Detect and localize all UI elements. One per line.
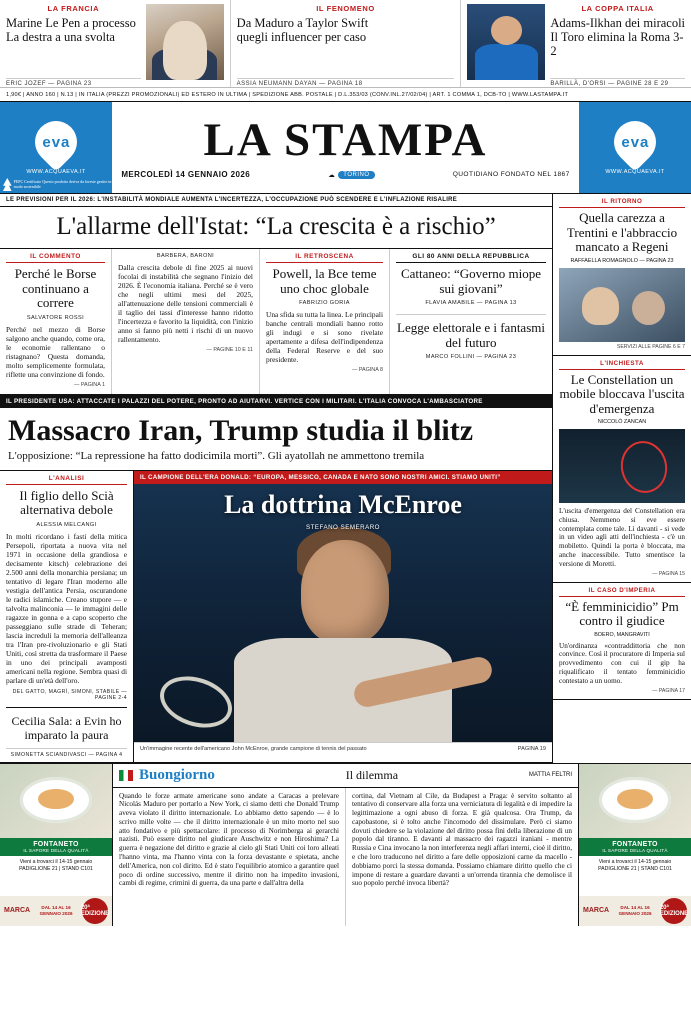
page-body <box>0 194 691 763</box>
italy-flag-icon <box>119 770 133 781</box>
ad-left-footer <box>0 896 112 926</box>
mcenroe-caption: Un'immagine recente dell'americano John McEnroe, grande campione di tennis del passato <box>140 745 367 752</box>
top-headline-2: Da Maduro a Taylor Swift quegli influencer per caso <box>236 16 369 44</box>
ad-right-url: WWW.ACQUAEVA.IT <box>605 168 665 175</box>
ad-right-badge: 20ª EDIZIONE <box>661 898 687 924</box>
column-kicker-commento: IL COMMENTO <box>6 253 105 263</box>
ad-left-url: WWW.ACQUAEVA.IT <box>26 168 86 175</box>
analysis-subhead[interactable]: Cecilia Sala: a Evin ho imparato la paura <box>6 707 127 743</box>
top-news-strip <box>0 0 691 88</box>
analysis-byline: ALESSIA MELCANGI <box>36 521 97 528</box>
top-news-item-1[interactable] <box>0 0 230 87</box>
column-byline-legge: MARCO FOLLINI — PAGINA 23 <box>425 354 517 360</box>
ad-right-brand: FONTANETO IL SAPORE DELLA QUALITÀ <box>579 838 691 856</box>
column-text-retroscena: Una sfida su tutta la linea. Le principali banche centrali mondiali hanno rotto gli indugi e si sono rivelate apertamente a difesa dell'indipendenza della Federal Reserve e del suo presidente. <box>266 310 383 364</box>
analysis-text: In molti ricordano i fasti della mitica Persepoli, riportata a nuova vita nel 1971 in occasione della grandiosa e decisamente kitsch) celebrazione dei 2.500 anni della monarchia persiana; un tentativo di legare l'Iran moderno alle vestigia dell'antica Persia, oscurandone le radici islamiche. Creano stupore — e talvolta malinconia — le immagini delle ragazze in gonna e a capo scoperto che passeggiano sulle strade di Teheran; lascia increduli la memoria dell'alleanza tra l'Iran pre-rivoluzionario e gli Stati Uniti, così stretta da trasformare il Paese in uno dei principali avamposti americani nella regione. Sembra quasi di parlare di un'età dell'oro. <box>6 531 127 685</box>
left-column <box>0 194 552 763</box>
water-drop-icon-right: eva <box>605 112 664 171</box>
main-story-headline[interactable]: Massacro Iran, Trump studia il blitz <box>8 413 474 447</box>
column-commento[interactable] <box>0 249 112 394</box>
food-photo-right <box>579 764 691 838</box>
bottom-strip <box>0 763 691 926</box>
right-story-ritorno[interactable] <box>553 194 691 356</box>
right-byline-inchiesta: NICCOLÒ ZANCAN <box>597 419 647 425</box>
analysis-photo-row <box>0 471 552 763</box>
mcenroe-rule: IL CAMPIONE DELL'ERA DONALD: “EUROPA, MESSICO, CANADA E NATO SONO NOSTRI AMICI. STIAMO UNITI” <box>134 471 552 484</box>
le-pen-photo <box>146 4 224 80</box>
ad-bottom-left[interactable] <box>0 764 112 926</box>
top-news-item-2[interactable] <box>230 0 462 87</box>
pefc-certification <box>3 178 112 191</box>
ad-right-mark: MARCA <box>583 907 610 914</box>
column-page-retroscena: — PAGINA 8 <box>351 367 383 373</box>
right-byline-imperia: BOERO, MANGRAVITI <box>594 631 650 638</box>
editorial-title: Il dilemma <box>345 767 399 782</box>
top-byline-3: BARILLÀ, D'ORSI — PAGINE 28 E 29 <box>550 78 685 87</box>
column-headline-commento: Perché le Borse continuano a correre <box>14 266 97 310</box>
founded-text: QUOTIDIANO FONDATO NEL 1867 <box>452 171 570 178</box>
ad-banner-right[interactable] <box>579 102 691 193</box>
top-headline-1: Marine Le Pen a processo La destra a una svolta <box>6 16 136 44</box>
mcenroe-caption-page: PAGINA 19 <box>517 745 546 752</box>
editorial-text-col1: Quando le forze armate americane sono andate a Caracas a prelevare Nicolás Maduro per portarlo a New York, ci siamo detti che Donald Trump aveva violato il diritto internazionale. Lo abbiamo detto sapendo — è lo scrivo mille volte — che il diritto internazionale è un mito morto nel suo atto fondativo e più spettacolare: il processo di Norimberga ai gerarchi nazisti. Può essere diritto nel giudicare Auschwitz e non Hiroshima? La guerra è negazione del diritto e grazie al cielo gli Stati Uniti coi loro alleati l'hanno vinta, ma l'hanno vinta con la forza devastante e spietata, anche dell'America, non col diritto. Ed è stato l'equilibrio atomico a garantire quel poco di ordine successivo, mentre il diritto non ha impedito invasioni, cambi di regime, crimini di guerra, da una parte e dall'altra della <box>113 788 346 926</box>
ad-bottom-right[interactable] <box>579 764 691 926</box>
right-kicker-inchiesta: L'INCHIESTA <box>559 360 685 370</box>
column-repubblica[interactable] <box>390 249 552 394</box>
column-kicker-repubblica: GLI 80 ANNI DELLA REPUBBLICA <box>396 253 546 263</box>
right-caption-ritorno: SERVIZI ALLE PAGINE 6 E 7 <box>616 343 685 350</box>
five-column-block <box>0 249 552 395</box>
right-kicker-ritorno: IL RITORNO <box>559 198 685 208</box>
water-drop-icon: eva <box>26 112 85 171</box>
tree-icon <box>3 178 12 191</box>
editorial-header <box>113 764 578 788</box>
mcenroe-story[interactable] <box>134 471 552 762</box>
ad-left-fair: DAL 14 AL 16 GENNAIO 2026 <box>39 904 73 916</box>
column-istat[interactable] <box>112 249 260 394</box>
footballer-photo <box>467 4 545 80</box>
column-text-istat: Dalla crescita debole di fine 2025 ai nuovi focolai di instabilità che segnano l'inizio del 2026. È l'economia italiana. Perché se è vero che negli ultimi mesi del 2025, all'attenuazione delle tensioni commerciali è il taglio dei tassi d'interesse hanno ridotto l'incertezza e favorito la liquidità, con l'inizio anno si fanno più netti i rischi di un nuovo rallentamento. <box>118 263 253 344</box>
newspaper-logo: LA STAMPA <box>203 114 488 166</box>
top-kicker-2: IL FENOMENO <box>316 4 375 13</box>
top-news-item-3[interactable] <box>461 0 691 87</box>
right-byline-ritorno: RAFFAELLA ROMAGNOLO — PAGINA 23 <box>570 257 674 264</box>
mcenroe-photo <box>134 484 552 742</box>
ad-right-fair: DAL 14 AL 16 GENNAIO 2026 <box>618 904 652 916</box>
column-text-commento: Perché nel mezzo di Borse salgono anche quando, come ora, le economie rallentano o ristagnano? Questa domanda, molto semplicemente formulata, riflette una convinzione di fondo. <box>6 324 105 379</box>
column-byline-commento: SALVATORE ROSSI <box>26 314 85 321</box>
edition-badge: ☁ TORINO <box>328 171 374 179</box>
publication-date: MERCOLEDÌ 14 GENNAIO 2026 <box>121 170 251 179</box>
editorial-author: MATTIA FELTRI <box>528 771 572 778</box>
ad-left-mark: MARCA <box>4 907 31 914</box>
tennis-photo-graphic <box>134 484 552 742</box>
mcenroe-byline: STEFANO SEMERARO <box>305 523 380 531</box>
main-story-rule: IL PRESIDENTE USA: ATTACCATE I PALAZZI DEL POTERE, PRONTO AD AIUTARVI. VERTICE CON I MILITARI. L'ITALIA CONVOCA L'AMBASCIATORE <box>0 395 552 408</box>
column-headline-cattaneo: Cattaneo: “Governo miope sui giovani” <box>400 266 542 296</box>
right-page-imperia: — PAGINA 17 <box>652 687 685 694</box>
ad-banner-left[interactable] <box>0 102 112 193</box>
price-info-rule: 1,90€ | ANNO 160 | N.13 | IN ITALIA (PREZZI PROMOZIONALI) ED ESTERO IN ULTIMA | SPEDIZIONE ABB. POSTALE | D.L.353/03 (CONV.INL.27/02/04) | ART. 1 COMMA 1, DCB-TO | WWW.LASTAMPA.IT <box>0 88 691 102</box>
right-column <box>552 194 691 763</box>
top-kicker-1: LA FRANCIA <box>47 4 100 13</box>
editorial-text-col2: cortina, dal Vietnam al Cile, da Budapest a Praga: è servito soltanto al tentativo di conservare alla forza una verniciatura di legalità e di impedire la legittimazione a ogni abuso di forza. E già qualcosa. Ora Trump, da capobastone, si è tolto anche l'incomodo del dissimulare. Però ci siamo dovuti chiedere se la violazione del diritto possa fini della liberazione di un popolo dal tiranno. E davanti al massacro dei ragazzi iraniani - mentre Russia e Cina invocano la non interferenza negli affari interni, cioè il diritto, e che loro traducono nel diritto a fare delle opposizioni carne da macello - dobbiamo porci la stessa domanda. Possiamo chiamare diritto quello che ci impone di restare a guardare davanti a un'orrenda tirannia che demolisce il suo popolo perché invoca libertà? <box>352 791 572 888</box>
emergency-door-photo <box>559 429 685 503</box>
column-headline-legge: Legge elettorale e i fantasmi del futuro <box>396 314 546 350</box>
column-page-istat: — PAGINE 10 E 11 <box>206 347 253 353</box>
red-circle-annotation <box>616 437 672 497</box>
top-kicker-3: LA COPPA ITALIA <box>581 4 654 13</box>
editorial-block <box>112 764 579 926</box>
right-kicker-imperia: IL CASO D'IMPERIA <box>559 587 685 597</box>
ad-left-brand: FONTANETO IL SAPORE DELLA QUALITÀ <box>0 838 112 856</box>
right-headline-inchiesta: Le Constellation un mobile bloccava l'uscita d'emergenza <box>559 371 685 416</box>
forecast-headline[interactable]: L'allarme dell'Istat: “La crescita è a rischio” <box>0 207 552 249</box>
food-photo-left <box>0 764 112 838</box>
analysis-tail-byline: DEL GATTO, MAGRÌ, SIMONI, STABILE — PAGINE 2-4 <box>12 688 127 701</box>
right-page-inchiesta: — PAGINA 15 <box>652 570 685 577</box>
column-byline-cattaneo: FLAVIA AMABILE — PAGINA 13 <box>425 300 517 306</box>
buongiorno-title: Buongiorno <box>139 766 215 783</box>
column-byline-istat: BARBERA, BARONI <box>156 253 215 259</box>
right-story-inchiesta[interactable] <box>553 356 691 583</box>
forecast-rule: LE PREVISIONI PER IL 2026: L'INSTABILITÀ MONDIALE AUMENTA L'INCERTEZZA, L'OCCUPAZIONE PUÒ SCENDERE E L'INFLAZIONE RISALIRE <box>0 194 552 207</box>
main-story-subhead: L'opposizione: “La repressione ha fatto dodicimila morti”. Gli ayatollah ne ammettono tremila <box>0 450 552 471</box>
column-retroscena[interactable] <box>260 249 390 394</box>
right-text-imperia: Un'ordinanza «contraddittoria che non convince. Così il procuratore di Imperia sul provvedimento con cui il gip ha riqualificato il tentato femminicidio contestato a un uomo. <box>559 641 685 685</box>
ad-right-promo: Vieni a trovarci il 14-15 gennaio PADIGLIONE 21 | STAND C101 <box>598 858 672 872</box>
column-kicker-retroscena: IL RETROSCENA <box>266 253 383 263</box>
column-byline-retroscena: FABRIZIO GORIA <box>299 300 350 306</box>
right-headline-imperia: “È femminicidio” Pm contro il giudice <box>565 598 679 629</box>
column-page-commento: — PAGINA 1 <box>73 381 105 388</box>
mcenroe-caption-row <box>134 742 552 755</box>
right-story-imperia[interactable] <box>553 583 691 700</box>
right-text-inchiesta: L'uscita d'emergenza del Constellation era chiusa. Nemmeno si eve essere contemplata come tale. Lì davanti - si vede in un video agli atti dell'inchiesta - c'è un mobiletto. Quindi la porta è bloccata, ma anche inaccessibile. Tutto smentisce la versione di Moretti. <box>559 507 685 568</box>
ad-right-footer <box>579 896 691 926</box>
right-headline-ritorno: Quella carezza a Trentini e l'abbraccio mancato a Regeni <box>566 210 678 254</box>
mcenroe-headline: La dottrina McEnroe <box>224 489 462 519</box>
analysis-kicker: L'ANALISI <box>6 475 127 485</box>
embrace-photo <box>559 268 685 342</box>
column-headline-retroscena: Powell, la Bce teme uno choc globale <box>272 266 377 296</box>
masthead <box>0 102 691 194</box>
masthead-center <box>112 102 579 193</box>
analysis-sub-byline: SIMONETTA SCIANDIVASCI — PAGINA 4 <box>6 748 127 758</box>
cloud-icon: ☁ <box>328 171 336 179</box>
ad-left-promo: Vieni a trovarci il 14-15 gennaio PADIGLIONE 21 | STAND C101 <box>19 858 93 872</box>
top-headline-3: Adams-Ilkhan dei miracoli Il Toro elimina la Roma 3-2 <box>550 16 686 58</box>
top-byline-1: ERIC JOZEF — PAGINA 23 <box>6 78 141 87</box>
analysis-headline: Il figlio dello Scià alternativa debole <box>19 487 114 517</box>
ad-left-badge: 20ª EDIZIONE <box>82 898 108 924</box>
top-byline-2: ASSIA NEUMANN DAYAN — PAGINA 18 <box>237 78 455 87</box>
pefc-text: PEFC Certificato Questo prodotto deriva da foreste gestite in modo sostenibile <box>13 179 112 189</box>
analysis-column[interactable] <box>0 471 134 762</box>
